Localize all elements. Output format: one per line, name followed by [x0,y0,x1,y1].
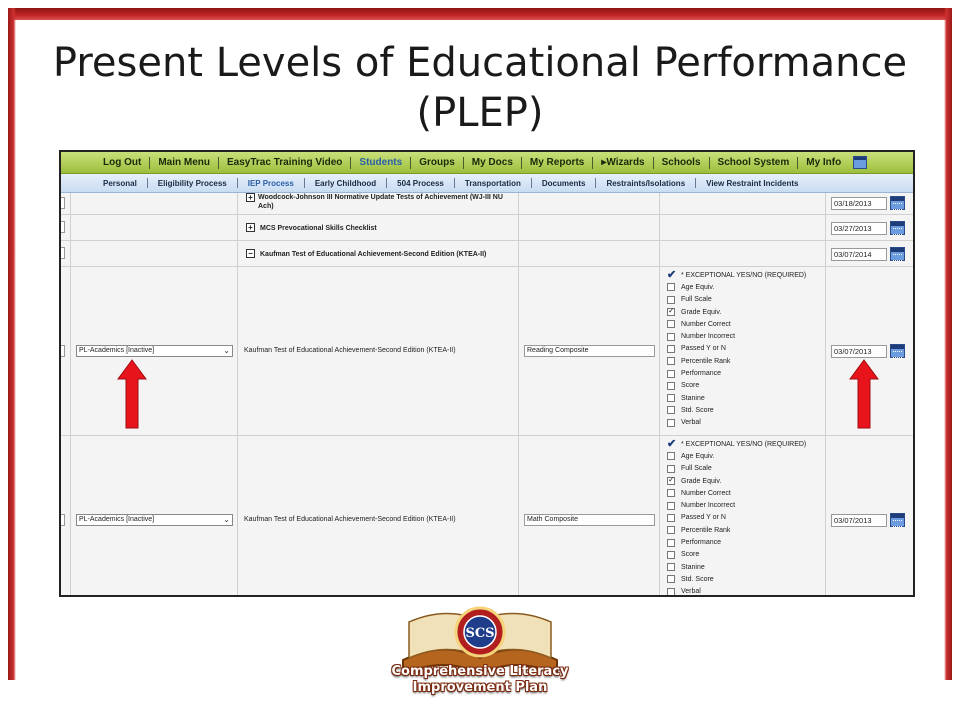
row-cell [519,193,660,214]
checkbox-label: Full Scale [681,296,712,304]
checkbox[interactable] [667,539,675,547]
checkbox-label: Full Scale [681,465,712,473]
checkbox[interactable] [667,452,675,460]
subtest-field[interactable]: Reading Composite [524,345,655,357]
row-cell [238,241,519,266]
nav-wizards[interactable]: ▸Wizards [601,157,645,168]
checkbox-label: Grade Equiv. [681,477,722,485]
checkbox[interactable] [667,563,675,571]
goal-area-select[interactable] [76,345,233,357]
tab-documents[interactable]: Documents [541,178,586,188]
row-cell [61,267,71,435]
checkbox-row[interactable] [667,404,806,416]
checkbox-label: Percentile Rank [681,357,731,365]
row-cell [71,436,238,597]
checkbox-row[interactable] [667,463,806,475]
row-cell [238,267,519,435]
checkbox-row[interactable] [667,343,806,355]
checkbox-row[interactable] [667,524,806,536]
logo-emblem-text: SCS [465,626,495,641]
checkbox-label: Number Incorrect [681,502,736,510]
row-cell [71,267,238,435]
red-up-arrow-icon [849,359,879,429]
date-field[interactable]: 03/07/2013 [831,514,887,527]
calendar-icon[interactable] [890,247,905,261]
goal-area-select[interactable] [76,514,233,526]
exceptional-label: * EXCEPTIONAL YES/NO (REQUIRED) [681,271,807,279]
nav-my-info[interactable]: My Info [806,157,842,168]
checkbox-label: Age Equiv. [681,283,715,291]
row-input[interactable] [59,345,65,357]
row-cell [660,241,826,266]
slide-frame-right [944,8,952,680]
nav-schools[interactable]: Schools [661,157,701,168]
checkbox-label: Verbal [681,588,701,596]
top-nav [61,152,913,174]
exceptional-required [667,269,806,281]
checkbox[interactable] [667,575,675,583]
calendar-icon[interactable] [890,513,905,527]
row-cell [61,241,71,266]
checkbox-row[interactable] [667,499,806,511]
checkbox-row[interactable] [667,586,806,597]
checkbox[interactable] [667,502,675,510]
test-title: MCS Prevocational Skills Checklist [260,225,377,232]
checkbox-label: Score [681,382,700,390]
checkbox-row[interactable] [667,318,806,330]
tab-eligibility-process[interactable]: Eligibility Process [157,178,227,188]
checkbox[interactable] [667,419,675,427]
row-cell [519,241,660,266]
checkbox-row[interactable] [667,549,806,561]
row-cell [238,436,519,597]
checkbox[interactable] [667,394,675,402]
tab-personal[interactable]: Personal [103,178,137,188]
row-cell [826,436,910,597]
row-cell [826,241,910,266]
tab-restraints-isolations[interactable]: Restraints/Isolations [606,178,686,188]
expand-toggle[interactable]: + [246,193,255,202]
chevron-down-icon: ⌄ [223,515,230,524]
nav-groups[interactable]: Groups [419,157,455,168]
checkbox[interactable] [667,514,675,522]
calendar-icon[interactable] [853,156,867,169]
checkbox[interactable] [667,382,675,390]
slide-title [20,38,940,138]
scs-literacy-logo [385,600,575,712]
checkbox[interactable] [667,357,675,365]
row-cell [519,267,660,435]
checkbox-row[interactable] [667,475,806,487]
nav-log-out[interactable]: Log Out [103,157,142,168]
checkbox-row[interactable] [667,487,806,499]
app-screenshot [59,150,915,597]
nav-school-system[interactable]: School System [717,157,790,168]
checkbox-row[interactable] [667,306,806,318]
checkbox-row[interactable] [667,330,806,342]
chevron-down-icon: ⌄ [223,346,230,355]
checkbox[interactable] [667,283,675,291]
checkbox[interactable] [667,465,675,473]
goal-area-value: PL-Academics [Inactive] [79,347,155,354]
checkbox-row[interactable] [667,512,806,524]
date-field[interactable]: 03/18/2013 [831,197,887,210]
checkbox-label: Verbal [681,419,701,427]
checkbox-row[interactable] [667,561,806,573]
logo-line1: Comprehensive Literacy [391,664,569,679]
checkbox[interactable] [667,320,675,328]
slide-frame-left [8,8,16,680]
checkbox-checked[interactable] [667,308,675,316]
subtest-field[interactable]: Math Composite [524,514,655,526]
checkbox-label: Number Correct [681,320,731,328]
checkbox-label: Std. Score [681,575,714,583]
test-name: Kaufman Test of Educational Achievement-Second Edition (KTEA-II) [244,347,456,354]
date-field[interactable]: 03/07/2014 [831,248,887,261]
checkbox-label: Std. Score [681,406,714,414]
checkmark-icon: ✔ [667,438,677,451]
expand-toggle[interactable]: + [246,223,255,232]
checkbox-label: Performance [681,370,722,378]
checkbox[interactable] [667,489,675,497]
red-up-arrow-icon [117,359,147,429]
row-input[interactable] [59,197,65,209]
checkbox-label: Number Incorrect [681,333,736,341]
row-input[interactable] [59,514,65,526]
plep-entry-row [61,436,913,597]
row-cell [826,193,910,214]
tab-early-childhood[interactable]: Early Childhood [314,178,377,188]
nav-training-video[interactable]: EasyTrac Training Video [227,157,343,168]
row-cell [61,436,71,597]
checkbox-row[interactable] [667,355,806,367]
plep-entry-row [61,267,913,436]
slide-title-line2: (PLEP) [416,90,544,136]
row-cell [61,193,71,214]
row-cell [519,215,660,240]
checkbox-label: Number Correct [681,489,731,497]
checkbox-label: Stanine [681,563,705,571]
checkbox-label: Score [681,551,700,559]
goal-area-value: PL-Academics [Inactive] [79,516,155,523]
checkbox-row[interactable] [667,450,806,462]
test-title: Woodcock-Johnson III Normative Update Tests of Achievement (WJ-III NU Ach) [258,194,503,210]
checkbox-row[interactable] [667,281,806,293]
checkbox-label: Performance [681,539,722,547]
tab-transportation[interactable]: Transportation [464,178,521,188]
checkbox-label: Percentile Rank [681,526,731,534]
checkbox-label: Passed Y or N [681,345,726,353]
test-name: Kaufman Test of Educational Achievement-Second Edition (KTEA-II) [244,516,456,523]
date-field[interactable]: 03/27/2013 [831,222,887,235]
checkbox-label: Stanine [681,394,705,402]
row-cell [238,215,519,240]
checkbox[interactable] [667,406,675,414]
row-cell [71,193,238,214]
row-cell [238,193,519,214]
nav-my-docs[interactable]: My Docs [471,157,513,168]
row-input[interactable] [59,247,65,259]
score-type-checklist [667,438,806,597]
row-cell [61,215,71,240]
score-type-checklist [667,269,806,429]
row-cell [660,193,826,214]
checkbox-row[interactable] [667,536,806,548]
test-row [61,193,913,215]
tab-iep-process[interactable]: IEP Process [247,178,294,188]
checkbox-row[interactable] [667,573,806,585]
row-cell [519,436,660,597]
checkbox-label: Grade Equiv. [681,308,722,316]
logo-line2: Improvement Plan [412,680,548,695]
checkbox[interactable] [667,345,675,353]
slide-frame-top [8,8,952,20]
date-field[interactable]: 03/07/2013 [831,345,887,358]
row-cell [660,215,826,240]
nav-main-menu[interactable]: Main Menu [158,157,210,168]
calendar-icon[interactable] [890,221,905,235]
row-cell [660,267,826,435]
checkbox[interactable] [667,296,675,304]
tab-view-restraint-incidents[interactable]: View Restraint Incidents [706,178,799,188]
checkbox-label: Age Equiv. [681,452,715,460]
checkbox[interactable] [667,333,675,341]
checkbox-row[interactable] [667,380,806,392]
row-input[interactable] [59,221,65,233]
checkbox[interactable] [667,370,675,378]
row-cell [71,215,238,240]
exceptional-label: * EXCEPTIONAL YES/NO (REQUIRED) [681,440,807,448]
row-cell [71,241,238,266]
checkbox-row[interactable] [667,367,806,379]
nav-students[interactable]: Students [359,157,403,168]
checkbox[interactable] [667,551,675,559]
row-cell [660,436,826,597]
checkmark-icon: ✔ [667,269,677,282]
test-row [61,241,913,267]
checkbox-row[interactable] [667,392,806,404]
row-cell [826,215,910,240]
nav-my-reports[interactable]: My Reports [529,157,585,168]
checkbox[interactable] [667,588,675,596]
test-row [61,215,913,241]
calendar-icon[interactable] [890,196,905,210]
collapse-toggle[interactable]: − [246,249,255,258]
slide-title-line1: Present Levels of Educational Performance [52,40,908,86]
exceptional-required [667,438,806,450]
tab-504-process[interactable]: 504 Process [397,178,444,188]
calendar-icon[interactable] [890,344,905,358]
checkbox-checked[interactable] [667,477,675,485]
checkbox-row[interactable] [667,417,806,429]
checkbox[interactable] [667,526,675,534]
checkbox-row[interactable] [667,294,806,306]
checkbox-label: Passed Y or N [681,514,726,522]
sub-nav [61,174,913,193]
test-title: Kaufman Test of Educational Achievement-Second Edition (KTEA-II) [260,251,487,258]
